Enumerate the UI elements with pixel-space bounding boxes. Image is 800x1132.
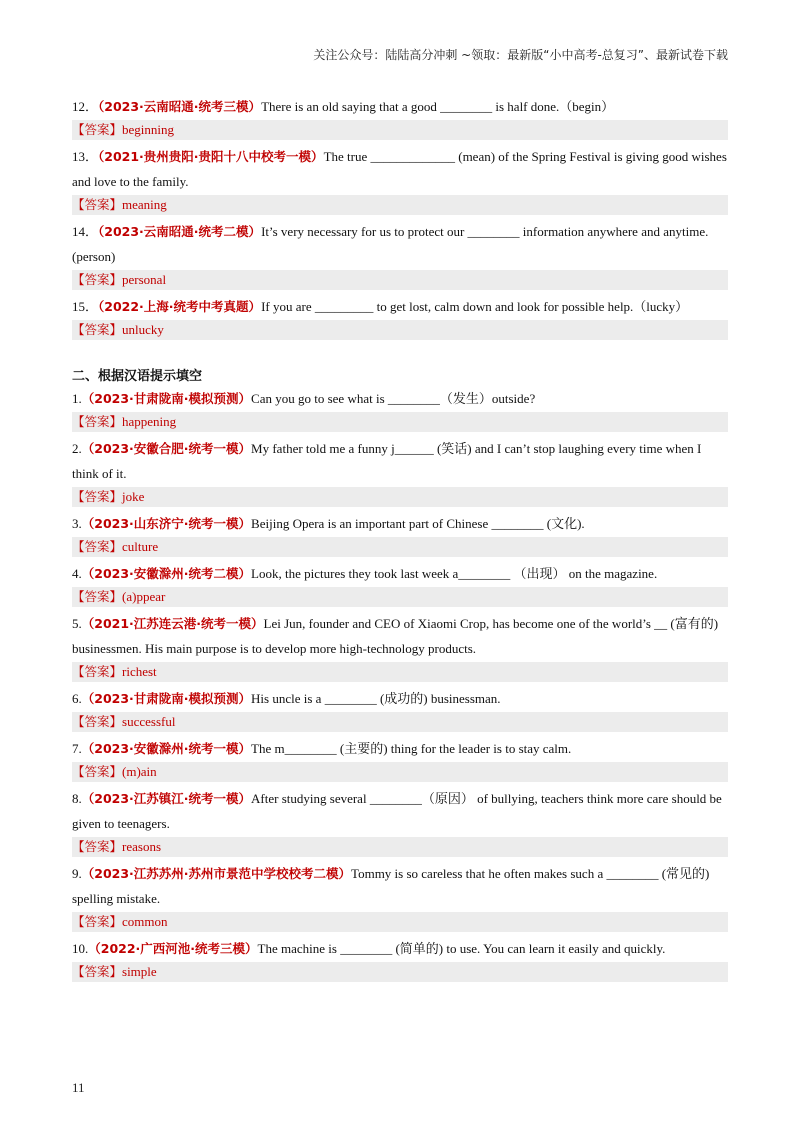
answer-tag: 【答案】 [72,764,123,779]
section-title: 二、根据汉语提示填空 [72,369,203,384]
answer-value: unlucky [122,322,164,337]
answer-value: (a)ppear [122,589,166,604]
question-text: Lei Jun, founder and CEO of Xiaomi Crop, has become one of the world’s __ (富有的) businessmen. His main purpose is to develop more high-technology products. [72,616,719,656]
question-source: （2023·山东济宁·统考一模） [81,516,252,531]
answer-row [72,195,728,215]
answer-row [72,120,728,140]
question-number: 13． [72,149,99,164]
question-source: （2021·贵州贵阳·贵阳十八中校考一模） [98,149,324,164]
answer-value: richest [122,664,157,679]
question [72,386,728,411]
question [72,611,728,661]
question-text: After studying several ________（原因） of bullying, teachers think more care should be given to teenagers. [72,791,722,831]
question-number: 14． [72,224,99,239]
answer-tag: 【答案】 [72,589,123,604]
answer-row [72,712,728,732]
question [72,686,728,711]
answer-tag: 【答案】 [72,964,123,979]
document-body [72,94,728,986]
answer-tag: 【答案】 [72,714,123,729]
question [72,94,728,119]
question-source: （2023·云南昭通·统考二模） [98,224,262,239]
answer-tag: 【答案】 [72,122,123,137]
answer-value: happening [122,414,177,429]
question-source: （2023·甘肃陇南·模拟预测） [81,391,252,406]
part2-questions [72,386,728,982]
question-number: 9. [72,866,82,881]
answer-row [72,487,728,507]
question-text: There is an old saying that a good ________ is half done.（begin） [261,99,615,114]
question [72,511,728,536]
question-source: （2023·江苏镇江·统考一模） [81,791,252,806]
page-number: 11 [72,1080,85,1095]
question-text: The m________ (主要的) thing for the leader is to stay calm. [251,741,572,756]
question-number: 15． [72,299,99,314]
answer-value: culture [122,539,159,554]
answer-tag: 【答案】 [72,664,123,679]
part1-questions [72,94,728,340]
answer-row [72,912,728,932]
answer-value: beginning [122,122,175,137]
answer-tag: 【答案】 [72,914,123,929]
answer-tag: 【答案】 [72,272,123,287]
answer-row [72,837,728,857]
question-text: The machine is ________ (简单的) to use. You can learn it easily and quickly. [257,941,666,956]
answer-tag: 【答案】 [72,322,123,337]
question-text: His uncle is a ________ (成功的) businessman. [251,691,501,706]
question-text: Beijing Opera is an important part of Chinese ________ (文化). [251,516,585,531]
answer-value: (m)ain [122,764,157,779]
question-number: 7. [72,741,82,756]
question-number: 2. [72,441,82,456]
answer-tag: 【答案】 [72,197,123,212]
answer-tag: 【答案】 [72,414,123,429]
question-number: 5. [72,616,82,631]
question-number: 1. [72,391,82,406]
question-source: （2023·安徽滁州·统考一模） [81,741,252,756]
question [72,861,728,911]
answer-row [72,537,728,557]
answer-row [72,320,728,340]
question-text: My father told me a funny j______ (笑话) and I can’t stop laughing every time when I think of it. [72,441,702,481]
answer-row [72,412,728,432]
question-text: The true _____________ (mean) of the Spring Festival is giving good wishes and love to the family. [72,149,727,189]
answer-value: simple [122,964,157,979]
answer-row [72,662,728,682]
answer-row [72,270,728,290]
question-text: It’s very necessary for us to protect our ________ information anywhere and anytime. (person) [72,224,709,264]
question-text: Tommy is so careless that he often makes such a ________ (常见的) spelling mistake. [72,866,710,906]
question [72,936,728,961]
question-text: Look, the pictures they took last week a________ （出现） on the magazine. [251,566,658,581]
question-number: 12． [72,99,99,114]
answer-row [72,962,728,982]
answer-row [72,587,728,607]
question-source: （2022·广西河池·统考三模） [88,941,258,956]
answer-value: meaning [122,197,167,212]
question-source: （2023·甘肃陇南·模拟预测） [81,691,252,706]
page-header: 关注公众号：陆陆高分冲刺 ~领取：最新版“小中高考-总复习”、最新试卷下载 [313,48,728,62]
question-text: Can you go to see what is ________（发生）outside? [251,391,536,406]
question-source: （2023·云南昭通·统考三模） [98,99,262,114]
answer-value: personal [122,272,167,287]
question-number: 6. [72,691,82,706]
question-source: （2023·江苏苏州·苏州市景范中学校校考二模） [81,866,352,881]
answer-value: common [122,914,168,929]
answer-value: reasons [122,839,162,854]
question-text: If you are _________ to get lost, calm down and look for possible help.（lucky） [261,299,689,314]
question [72,786,728,836]
question [72,219,728,269]
question [72,294,728,319]
answer-value: joke [122,489,145,504]
question-number: 3. [72,516,82,531]
question [72,561,728,586]
question [72,736,728,761]
answer-tag: 【答案】 [72,489,123,504]
question-number: 10. [72,941,89,956]
question [72,144,728,194]
question-number: 4. [72,566,82,581]
question-source: （2023·安徽合肥·统考一模） [81,441,252,456]
answer-value: successful [122,714,176,729]
answer-tag: 【答案】 [72,839,123,854]
question-number: 8. [72,791,82,806]
question-source: （2021·江苏连云港·统考一模） [81,616,264,631]
question [72,436,728,486]
answer-tag: 【答案】 [72,539,123,554]
answer-row [72,762,728,782]
question-source: （2023·安徽滁州·统考二模） [81,566,252,581]
question-source: （2022·上海·统考中考真题） [98,299,262,314]
